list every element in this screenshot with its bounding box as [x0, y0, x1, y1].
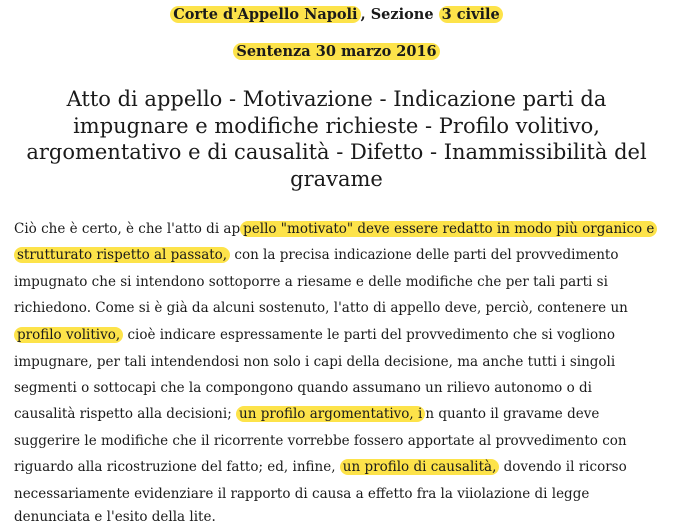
- body-line-6: impugnare, per tali intendendosi non solo i capi della decisione, ma anche tutti i singoli: [14, 354, 616, 370]
- body-text: con la precisa indicazione delle parti del provvedimento: [230, 247, 619, 263]
- body-text: Ciò che è certo, è che l'atto di ap: [14, 221, 241, 237]
- body-line-11: necessariamente evidenziare il rapporto di causa a effetto fra la viiolazione di legge: [14, 486, 590, 502]
- highlight-motivated-appeal: pello "motivato" deve essere redatto in modo più organico e: [240, 221, 657, 237]
- body-line-10: [14, 457, 627, 477]
- highlight-structured: strutturato rispetto al passato,: [14, 247, 230, 263]
- body-line-4: richiedono. Come si è già da alcuni sostenuto, l'atto di appello deve, perciò, contenere un: [14, 300, 628, 316]
- sentence-date: Sentenza 30 marzo 2016: [233, 43, 439, 60]
- highlight-causality-profile: un profilo di causalità,: [340, 459, 500, 475]
- highlight-argumentative-profile: un profilo argomentativo, i: [236, 406, 425, 422]
- body-line-7: segmenti o sottocapi che la compongono quando assumano un rilievo autonomo o di: [14, 380, 592, 396]
- body-text: riguardo alla ricostruzione del fatto; ed, infine,: [14, 459, 340, 475]
- court-header: [0, 6, 673, 23]
- body-text: dovendo il ricorso: [499, 459, 627, 475]
- body-text: causalità rispetto alla decisioni;: [14, 406, 237, 422]
- sentence-date-header: [0, 43, 673, 60]
- highlight-volitional-profile: profilo volitivo,: [14, 327, 123, 343]
- body-line-8: [14, 404, 599, 424]
- body-line-9: suggerire le modifiche che il ricorrente vorrebbe fossero apportate al provvedimento con: [14, 433, 627, 449]
- body-line-5: [14, 325, 615, 345]
- court-name: Corte d'Appello Napoli: [170, 6, 360, 23]
- body-line-3: impugnato che si intendono sottoporre a riesame e delle modifiche che per tali parti si: [14, 274, 608, 290]
- body-line-12: denunciata e l'esito della lite.: [14, 509, 216, 525]
- document-title: Atto di appello - Motivazione - Indicazione parti da impugnare e modifiche richieste - Profilo volitivo, argomentativo e di causalità - Difetto - Inammissibilità del gravame: [26, 87, 647, 191]
- body-line-1: [14, 219, 657, 239]
- section-label: Sezione: [370, 6, 439, 23]
- body-text: n quanto il gravame deve: [425, 406, 600, 422]
- section-value: 3 civile: [439, 6, 503, 23]
- header-separator: ,: [360, 6, 371, 23]
- body-line-2: [14, 245, 619, 265]
- body-text: cioè indicare espressamente le parti del provvedimento che si vogliono: [123, 327, 615, 343]
